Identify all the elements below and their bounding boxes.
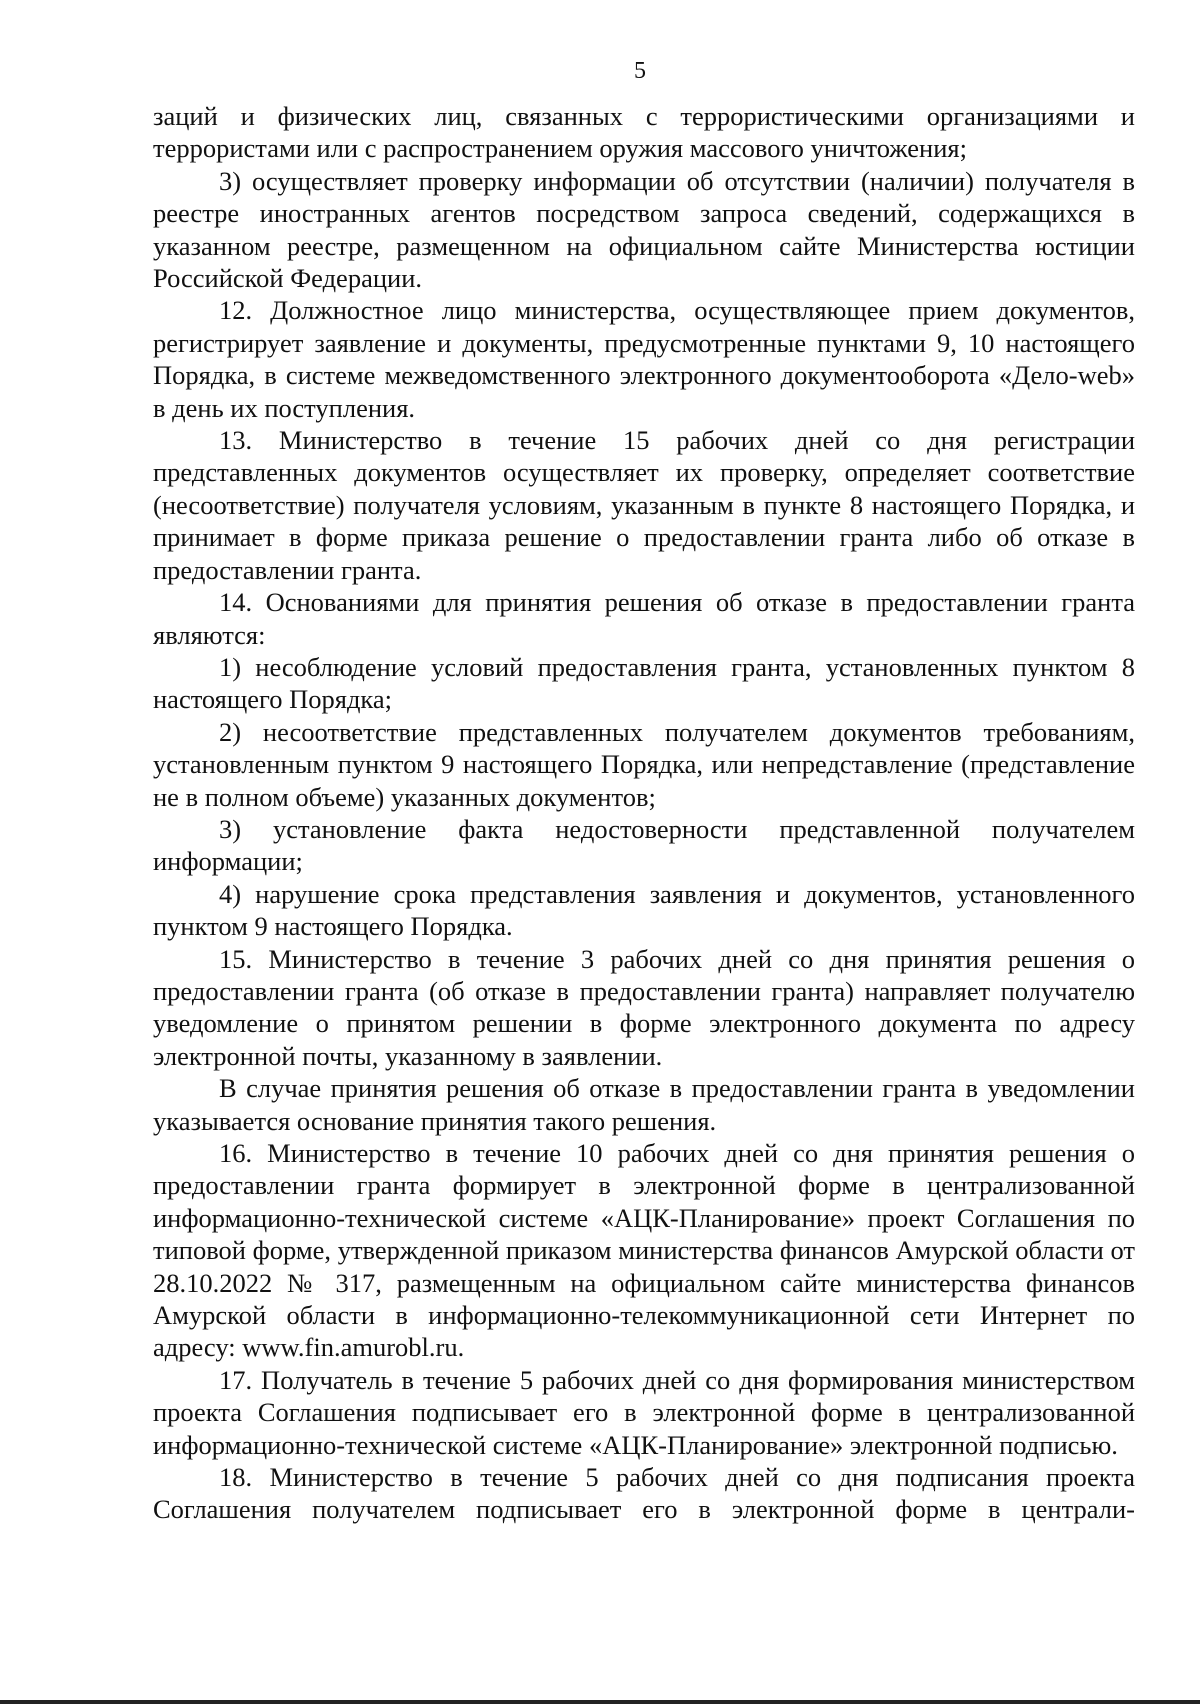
document-body: [153, 100, 1135, 1526]
paragraph-15-refusal-note: В случае принятия решения об отказе в предоставлении гранта в уведомлении указывается основание принятия такого решения.: [153, 1073, 1135, 1136]
paragraph-15-notification: 15. Министерство в течение 3 рабочих дней со дня принятия решения о предоставлении гранта (об отказе в предоставлении гранта) направляет получателю уведомление о принятом решении в форме электронного документа по адресу электронной почты, указанному в заявлении.: [153, 943, 1135, 1071]
paragraph-17-recipient-signing: 17. Получатель в течение 5 рабочих дней со дня формирования министерством проекта Соглашения подписывает его в электронной форме в централизованной информационно-технической системе «АЦК-Планирование» электронной подписью.: [153, 1364, 1135, 1460]
paragraph-continuation: заций и физических лиц, связанных с террористическими организациями и террористами или с распространением оружия массового уничтожения;: [153, 101, 1135, 164]
paragraph-item-3-foreign-agents-check: 3) осуществляет проверку информации об отсутствии (наличии) получателя в реестре иностранных агентов посредством запроса сведений, содержащихся в указанном реестре, размещенном на официальном сайте Министерства юстиции Российской Федерации.: [153, 165, 1135, 294]
paragraph-18-ministry-signing: 18. Министерство в течение 5 рабочих дней со дня подписания проекта Соглашения получателем подписывает его в электронной форме в централи-: [153, 1462, 1135, 1525]
paragraph-13-review: 13. Министерство в течение 15 рабочих дней со дня регистрации представленных документов осуществляет их проверку, определяет соответствие (несоответствие) получателя условиям, указанным в пункте 8 настоящего Порядка, и принимает в форме приказа решение о предоставлении гранта либо об отказе в предоставлении гранта.: [153, 425, 1135, 585]
page-number: 5: [634, 58, 646, 84]
paragraph-14-refusal-grounds: 14. Основаниями для принятия решения об отказе в предоставлении гранта являются:: [153, 587, 1135, 650]
paragraph-14-item-1: 1) несоблюдение условий предоставления гранта, установленных пунктом 8 настоящего Порядка;: [153, 651, 1135, 715]
paragraph-16-agreement-draft: 16. Министерство в течение 10 рабочих дней со дня принятия решения о предоставлении гранта формирует в электронной форме в централизованной информационно-технической системе «АЦК-Планирование» проект Соглашения по типовой форме, утвержденной приказом министерства финансов Амурской области от 28.10.2022 № 317, размещенным на официальном сайте министерства финансов Амурской области в информационно-телекоммуникационной сети Интернет по адресу: www.fin.amurobl.ru.: [153, 1138, 1135, 1363]
paragraph-14-item-2: 2) несоответствие представленных получателем документов требованиям, установленным пунктом 9 настоящего Порядка, или непредставление (представление не в полном объеме) указанных документов;: [153, 716, 1135, 812]
paragraph-14-item-4: 4) нарушение срока представления заявления и документов, установленного пунктом 9 настоящего Порядка.: [153, 878, 1135, 942]
scan-bottom-edge: [0, 1700, 1200, 1704]
paragraph-12-registration: 12. Должностное лицо министерства, осуществляющее прием документов, регистрирует заявление и документы, предусмотренные пунктами 9, 10 настоящего Порядка, в системе межведомственного электронного документооборота «Дело-web» в день их поступления.: [153, 295, 1135, 423]
paragraph-14-item-3: 3) установление факта недостоверности представленной получателем информации;: [153, 813, 1135, 877]
